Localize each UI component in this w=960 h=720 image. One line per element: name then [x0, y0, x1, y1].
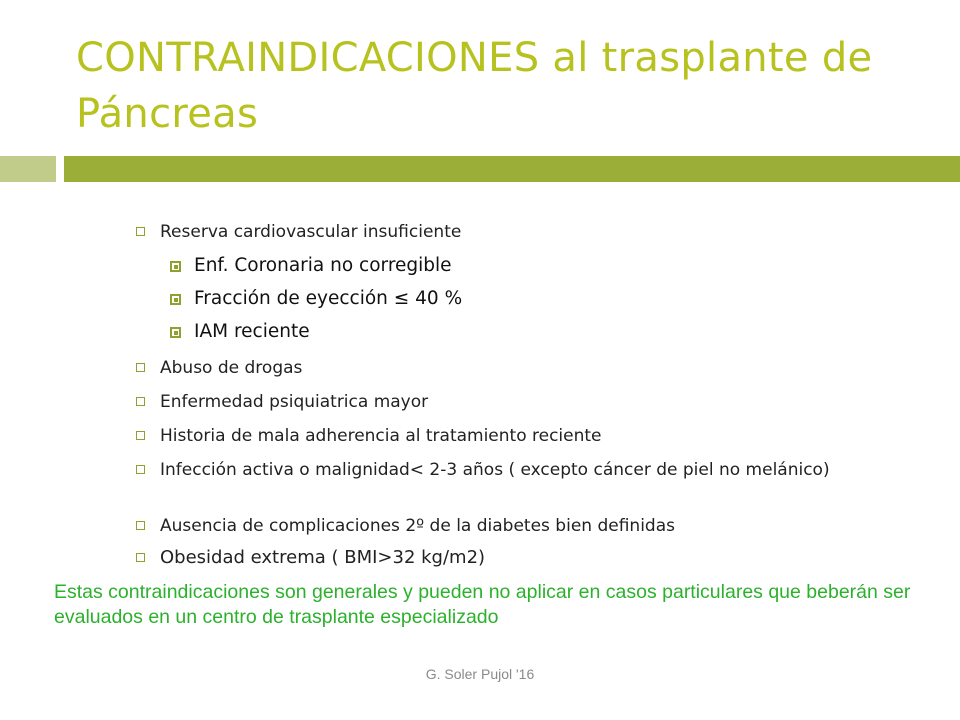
list-item-text: Infección activa o malignidad< 2-3 años ( excepto cáncer de piel no melánico) — [160, 460, 830, 480]
sub-list-item-text: Enf. Coronaria no corregible — [194, 255, 452, 276]
list-item — [160, 425, 920, 447]
list-item-text: Ausencia de complicaciones 2º de la diabetes bien definidas — [160, 516, 675, 536]
list-item-text: Abuso de drogas — [160, 358, 303, 378]
list-item — [160, 515, 920, 537]
square-bullet-icon — [136, 465, 145, 474]
square-bullet-icon — [136, 521, 145, 530]
filled-square-bullet-icon — [170, 327, 181, 338]
square-bullet-icon — [136, 431, 145, 440]
list-item-text: Obesidad extrema ( BMI>32 kg/m2) — [160, 547, 486, 568]
list-item — [160, 547, 920, 569]
square-bullet-icon — [136, 397, 145, 406]
square-bullet-icon — [136, 363, 145, 372]
list-item — [160, 221, 920, 243]
square-bullet-icon — [136, 227, 145, 236]
note-text: Estas contraindicaciones son generales y pueden no aplicar en casos particulares que beberán ser evaluados en un centro de trasplante especializado — [54, 581, 911, 628]
square-bullet-icon — [136, 553, 145, 562]
list-item-text: Reserva cardiovascular insuficiente — [160, 222, 462, 242]
sub-list-item-text: Fracción de eyección ≤ 40 % — [194, 288, 463, 309]
list-item — [160, 357, 920, 379]
sub-list-item — [194, 320, 914, 344]
slide-title: CONTRAINDICACIONES al trasplante de Páncreas — [76, 35, 873, 137]
footer-credit: G. Soler Pujol '16 — [425, 666, 535, 682]
filled-square-bullet-icon — [170, 294, 181, 305]
filled-square-bullet-icon — [170, 261, 181, 272]
sub-list-item-text: IAM reciente — [194, 321, 310, 342]
list-item-text: Enfermedad psiquiatrica mayor — [160, 392, 429, 412]
list-item-text: Historia de mala adherencia al tratamiento reciente — [160, 426, 602, 446]
list-item — [160, 459, 890, 481]
sub-list-item — [194, 254, 914, 278]
list-item — [160, 391, 920, 413]
sub-list-item — [194, 287, 914, 311]
